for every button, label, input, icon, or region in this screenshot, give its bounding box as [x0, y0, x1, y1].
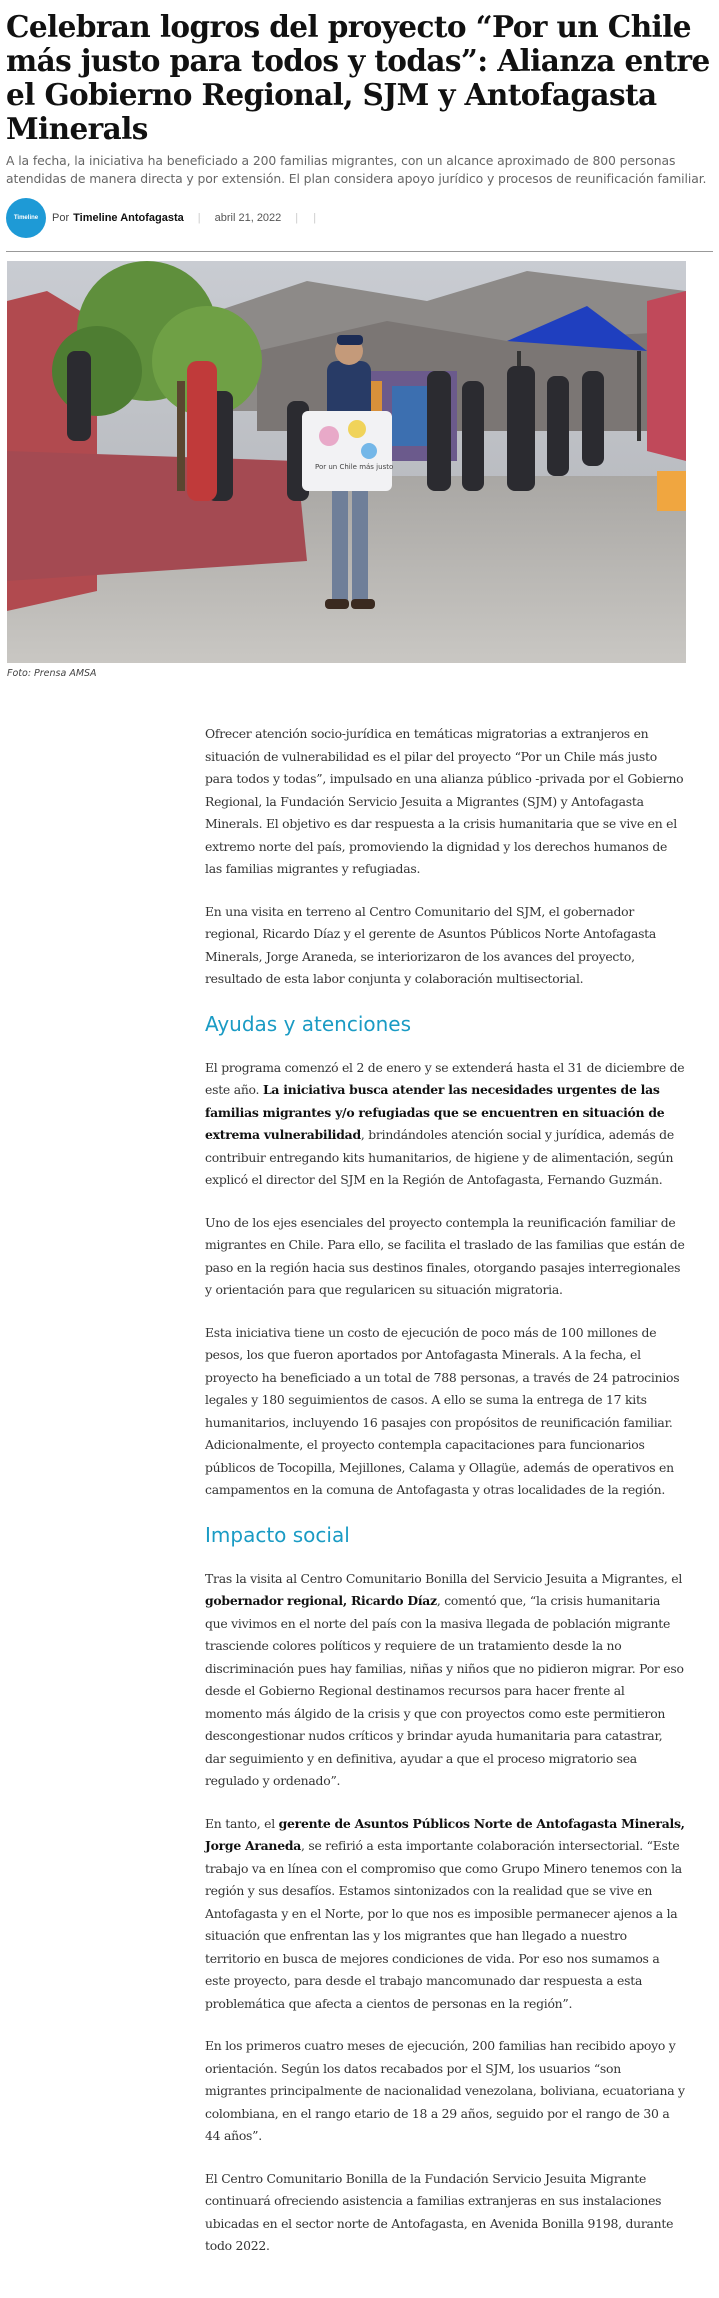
avatar-label: Timeline: [13, 215, 39, 221]
paragraph: Uno de los ejes esenciales del proyecto contempla la reunificación familiar de migrantes en Chile. Para ello, se facilita el traslado de las familias que están de paso en la región hacia sus destinos finales, otorgando pasajes interregionales y orientación para que regularicen su situación migratoria.: [205, 1214, 685, 1297]
paragraph: [205, 1813, 685, 2016]
section-heading-ayudas: Ayudas y atenciones: [205, 1011, 412, 1036]
hero-caption: Foto: Prensa AMSA: [7, 668, 97, 679]
byline-prefix: Por: [52, 212, 70, 224]
bold-text: La iniciativa busca atender las necesidades urgentes de las familias migrantes y/o refugiadas que se encuentren en situación de extrema vulnerabilidad: [205, 1082, 665, 1142]
byline-separator: |: [197, 212, 201, 224]
hero-figure: [7, 261, 686, 679]
paragraph: [205, 1057, 685, 1192]
article-body: [205, 723, 685, 2258]
bold-text: gerente de Asuntos Públicos Norte de Antofagasta Minerals, Jorge Araneda: [205, 1815, 685, 1853]
text-run: , se refirió a esta importante colaboración intersectorial. “Este trabajo va en línea con el compromiso que como Grupo Minero tenemos con la región y sus desafíos. Estamos sintonizados con la realidad que se vive en Antofagasta y en el Norte, por lo que nos es imposible permanecer ajenos a la situación que enfrentan las y los migrantes que han llegado a nuestro territorio en busca de mejores condiciones de vida. Por eso nos sumamos a este proyecto, para desde el trabajo mancomunado dar respuesta a esta problemática que afecta a cientos de personas en la región”.: [205, 1838, 682, 2011]
bold-text: gobernador regional, Ricardo Díaz: [205, 1593, 437, 1608]
text-run: Tras la visita al Centro Comunitario Bonilla del Servicio Jesuita a Migrantes, el: [205, 1570, 683, 1586]
author-link[interactable]: Timeline Antofagasta: [73, 212, 184, 224]
article-title: Celebran logros del proyecto “Por un Chile más justo para todos y todas”: Alianza entre el Gobierno Regional, SJM y Antofagasta Minerals: [6, 9, 710, 146]
section-heading-impacto: Impacto social: [205, 1522, 350, 1547]
byline-separator-dots: | |: [295, 212, 323, 224]
byline: [6, 198, 713, 238]
hero-box-label: Por un Chile más justo: [315, 463, 394, 471]
text-run: , brindándoles atención social y jurídica, además de contribuir entregando kits humanitarios, de higiene y de alimentación, según explicó el director del SJM en la Región de Antofagasta, Fernando Guzmán.: [205, 1127, 674, 1187]
paragraph: En los primeros cuatro meses de ejecución, 200 familias han recibido apoyo y orientación. Según los datos recabados por el SJM, los usuarios “son migrantes principalmente de nacionalidad venezolana, boliviana, ecuatoriana y colombiana, en el rango etario de 18 a 29 años, seguido por el rango de 30 a 44 años”.: [205, 2038, 685, 2143]
paragraph: Esta iniciativa tiene un costo de ejecución de poco más de 100 millones de pesos, los que fueron aportados por Antofagasta Minerals. A la fecha, el proyecto ha beneficiado a un total de 788 personas, a través de 24 patrocinios legales y 180 seguimientos de casos. A ello se suma la entrega de 17 kits humanitarios, incluyendo 16 pasajes con propósitos de reunificación familiar. Adicionalmente, el proyecto contempla capacitaciones para funcionarios públicos de Tocopilla, Mejillones, Calama y Ollagüe, además de operativos en campamentos en la comuna de Antofagasta y otras localidades de la región.: [205, 1324, 680, 1497]
paragraph: [205, 1568, 685, 1793]
header-divider: [6, 251, 713, 252]
paragraph: En una visita en terreno al Centro Comunitario del SJM, el gobernador regional, Ricardo Díaz y el gerente de Asuntos Públicos Norte Antofagasta Minerals, Jorge Araneda, se interiorizaron de los avances del proyecto, resultado de esta labor conjunta y colaboración multisectorial.: [205, 903, 657, 986]
hero-photo: [7, 261, 686, 663]
article-lede: A la fecha, la iniciativa ha beneficiado a 200 familias migrantes, con un alcance aproximado de 800 personas atendidas de manera directa y por extensión. El plan considera apoyo jurídico y procesos de reunificación familiar.: [6, 153, 707, 186]
text-run: En tanto, el: [205, 1815, 279, 1831]
text-run: El programa comenzó el 2 de enero y se extenderá hasta el 31 de diciembre de este año.: [205, 1059, 685, 1097]
text-run: , comentó que, “la crisis humanitaria que vivimos en el norte del país con la masiva llegada de población migrante trasciende colores políticos y requiere de un tratamiento desde la no discriminación pues hay familias, niñas y niños que no pidieron migrar. Por eso desde el Gobierno Regional destinamos recursos para hacer frente al momento más álgido de la crisis y que con proyectos como este permitieron descongestionar nudos críticos y brindar ayuda humanitaria para catastrar, dar seguimiento y en definitiva, ayudar a que el proceso migratorio sea regulado y ordenado”.: [205, 1593, 684, 1788]
publish-date: abril 21, 2022: [214, 212, 282, 224]
article-header: [0, 0, 719, 238]
paragraph: Ofrecer atención socio-jurídica en temáticas migratorias a extranjeros en situación de vulnerabilidad es el pilar del proyecto “Por un Chile más justo para todos y todas”, impulsado en una alianza público -privada por el Gobierno Regional, la Fundación Servicio Jesuita a Migrantes (SJM) y Antofagasta Minerals. El objetivo es dar respuesta a la crisis humanitaria que se vive en el extremo norte del país, promoviendo la dignidad y los derechos humanos de las familias migrantes y refugiadas.: [205, 726, 684, 876]
author-avatar[interactable]: [6, 198, 46, 238]
paragraph: El Centro Comunitario Bonilla de la Fundación Servicio Jesuita Migrante continuará ofreciendo asistencia a familias extranjeras en sus instalaciones ubicadas en el sector norte de Antofagasta, en Avenida Bonilla 9198, durante todo 2022.: [205, 2170, 674, 2253]
